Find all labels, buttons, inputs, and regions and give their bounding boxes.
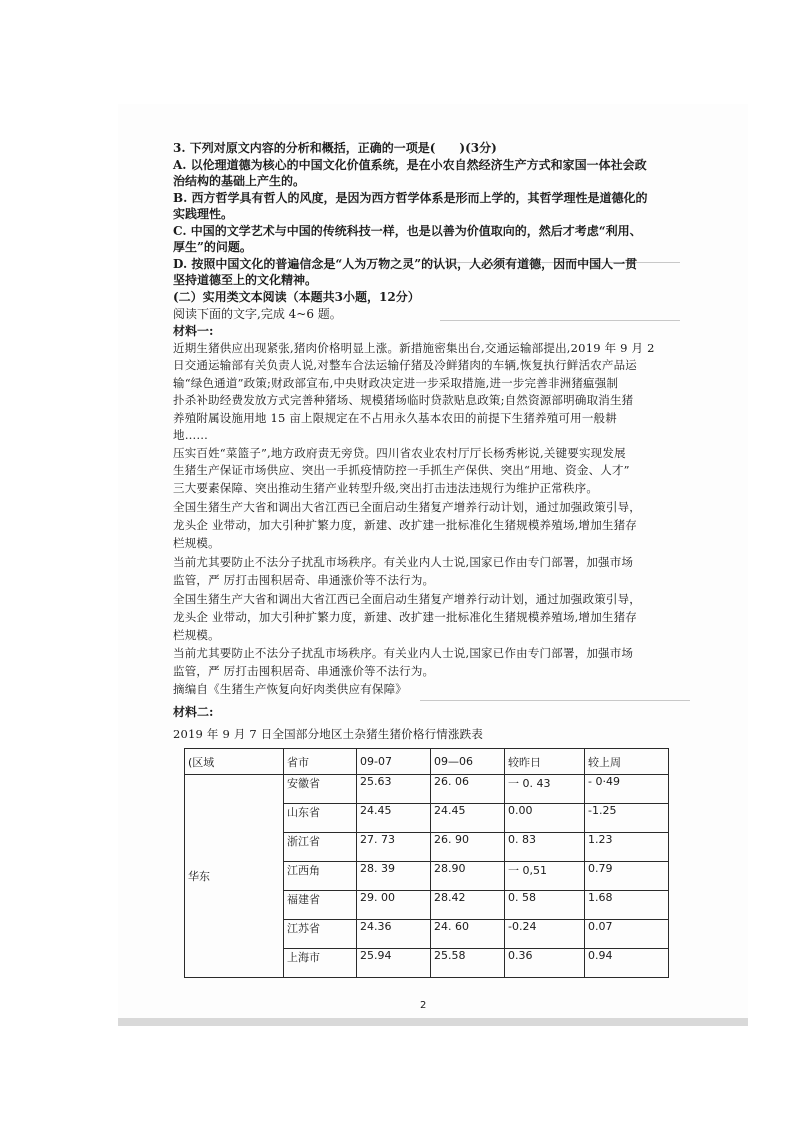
material-1-label: 材料一: [173, 324, 214, 338]
material-line: 监管，严 厉打击囤积居奇、串通涨价等不法行为。 [173, 664, 435, 678]
header-0906: 09—06 [431, 749, 505, 775]
vs-last-week-cell: -1.25 [585, 804, 669, 833]
bleed-through-mark [420, 700, 690, 701]
table-row [185, 775, 669, 804]
province-cell: 上海市 [284, 949, 357, 978]
material-line: 龙头企 业带动，加大引种扩繁力度，新建、改扩建一批标准化生猪规模养殖场,增加生猪存 [173, 610, 638, 624]
price-0907-cell: 24.36 [357, 920, 431, 949]
price-0906-cell: 28.90 [431, 862, 505, 891]
region-cell: 华东 [185, 775, 284, 978]
province-cell: 浙江省 [284, 833, 357, 862]
province-cell: 江苏省 [284, 920, 357, 949]
header-vs-last-week: 较上周 [585, 749, 669, 775]
material-line: 扑杀补助经费发放方式完善种猪场、规模猪场临时贷款贴息政策;自然资源部明确取消生猪 [173, 393, 634, 407]
vs-last-week-cell: - 0·49 [585, 775, 669, 804]
page-number: 2 [420, 1000, 427, 1011]
province-cell: 山东省 [284, 804, 357, 833]
price-0906-cell: 24.45 [431, 804, 505, 833]
vs-yesterday-cell: 0.00 [505, 804, 585, 833]
material-line: 监管，严 厉打击囤积居奇、串通涨价等不法行为。 [173, 573, 435, 587]
material-line: 输“绿色通道”政策;财政部宣布,中央财政决定进一步采取措施,进一步完善非洲猪瘟强制 [173, 376, 619, 390]
table-caption: 2019 年 9 月 7 日全国部分地区土杂猪生猪价格行情涨跌表 [173, 727, 484, 741]
material-line: 养殖附属设施用地 15 亩上限规定在不占用永久基本农田的前提下生猪养殖可用一般耕 [173, 411, 617, 425]
option-c-cont: 厚生”的问题。 [173, 240, 252, 254]
material-line: 栏规模。 [173, 536, 220, 550]
material-line: 日交通运输部有关负责人说,对整车合法运输仔猪及冷鲜猪肉的车辆,恢复执行鲜活农产品运 [173, 358, 638, 372]
option-a: A. 以伦理道德为核心的中国文化价值系统，是在小农自然经济生产方式和家国一体社会政 [173, 158, 647, 172]
material-line: 当前尤其要防止不法分子扰乱市场秩序。有关业内人士说,国家已作由专门部署，加强市场 [173, 555, 634, 569]
vs-yesterday-cell: 0. 83 [505, 833, 585, 862]
price-table [184, 748, 669, 978]
vs-last-week-cell: 0.94 [585, 949, 669, 978]
price-0906-cell: 26. 90 [431, 833, 505, 862]
scan-edge [118, 1018, 748, 1026]
vs-last-week-cell: 0.07 [585, 920, 669, 949]
material-line: 全国生猪生产大省和调出大省江西已全面启动生猪复产增养行动计划，通过加强政策引导， [173, 592, 641, 606]
question-3-stem: 3. 下列对原文内容的分析和概括，正确的一项是( )(3分) [173, 141, 497, 155]
material-line: 全国生猪生产大省和调出大省江西已全面启动生猪复产增养行动计划，通过加强政策引导， [173, 500, 641, 514]
price-0907-cell: 27. 73 [357, 833, 431, 862]
section-instruction: 阅读下面的文字,完成 4~6 题。 [173, 307, 342, 321]
material-line: 地…… [173, 428, 209, 442]
material-line: 生猪生产保证市场供应、突出一手抓疫情防控一手抓生产保供、突出“用地、资金、人才” [173, 463, 630, 477]
price-0907-cell: 24.45 [357, 804, 431, 833]
option-d: D. 按照中国文化的普遍信念是“人为万物之灵”的认识，人必须有道德，因而中国人一贯 [173, 257, 638, 271]
material-line: 栏规模。 [173, 628, 220, 642]
vs-last-week-cell: 1.23 [585, 833, 669, 862]
option-b: B. 西方哲学具有哲人的风度，是因为西方哲学体系是形而上学的，其哲学理性是道德化的 [173, 191, 648, 205]
option-d-cont: 坚持道德至上的文化精神。 [173, 273, 318, 287]
header-vs-yesterday: 较昨日 [505, 749, 585, 775]
vs-yesterday-cell: 一 0,51 [505, 862, 585, 891]
vs-last-week-cell: 1.68 [585, 891, 669, 920]
option-a-cont: 治结构的基础上产生的。 [173, 174, 306, 188]
province-cell: 江西角 [284, 862, 357, 891]
vs-yesterday-cell: 0.36 [505, 949, 585, 978]
option-c: C. 中国的文学艺术与中国的传统科技一样，也是以善为价值取向的，然后才考虑“利用、 [173, 224, 642, 238]
price-0906-cell: 26. 06 [431, 775, 505, 804]
price-0907-cell: 28. 39 [357, 862, 431, 891]
price-0906-cell: 25.58 [431, 949, 505, 978]
price-0907-cell: 25.94 [357, 949, 431, 978]
material-line: 三大要素保障、突出推动生猪产业转型升级,突出打击违法违规行为维护正常秩序。 [173, 481, 599, 495]
province-cell: 安徽省 [284, 775, 357, 804]
material-line: 近期生猪供应出现紧张,猪肉价格明显上涨。新措施密集出台,交通运输部提出,2019 年 9 月 2 [173, 341, 655, 355]
bleed-through-mark [440, 320, 680, 321]
price-0906-cell: 24. 60 [431, 920, 505, 949]
table-header-row [185, 749, 669, 775]
material-source: 摘编自《生猪生产恢复向好肉类供应有保障》 [173, 682, 407, 696]
province-cell: 福建省 [284, 891, 357, 920]
price-0906-cell: 28.42 [431, 891, 505, 920]
price-0907-cell: 29. 00 [357, 891, 431, 920]
header-province: 省市 [284, 749, 357, 775]
material-line: 压实百姓“菜篮子”,地方政府责无旁贷。四川省农业农村厅厅长杨秀彬说,关键要实现发展 [173, 446, 626, 460]
vs-yesterday-cell: 0. 58 [505, 891, 585, 920]
price-0907-cell: 25.63 [357, 775, 431, 804]
option-b-cont: 实践理性。 [173, 207, 234, 221]
material-line: 当前尤其要防止不法分子扰乱市场秩序。有关业内人士说,国家已作由专门部署，加强市场 [173, 646, 634, 660]
vs-yesterday-cell: -0.24 [505, 920, 585, 949]
vs-yesterday-cell: 一 0. 43 [505, 775, 585, 804]
header-region: (区域 [185, 749, 284, 775]
material-line: 龙头企 业带动，加大引种扩繁力度，新建、改扩建一批标准化生猪规模养殖场,增加生猪存 [173, 518, 638, 532]
material-2-label: 材料二: [173, 705, 214, 719]
header-0907: 09-07 [357, 749, 431, 775]
vs-last-week-cell: 0.79 [585, 862, 669, 891]
section-heading: (二）实用类文本阅读（本题共3小题，12分） [173, 290, 420, 304]
